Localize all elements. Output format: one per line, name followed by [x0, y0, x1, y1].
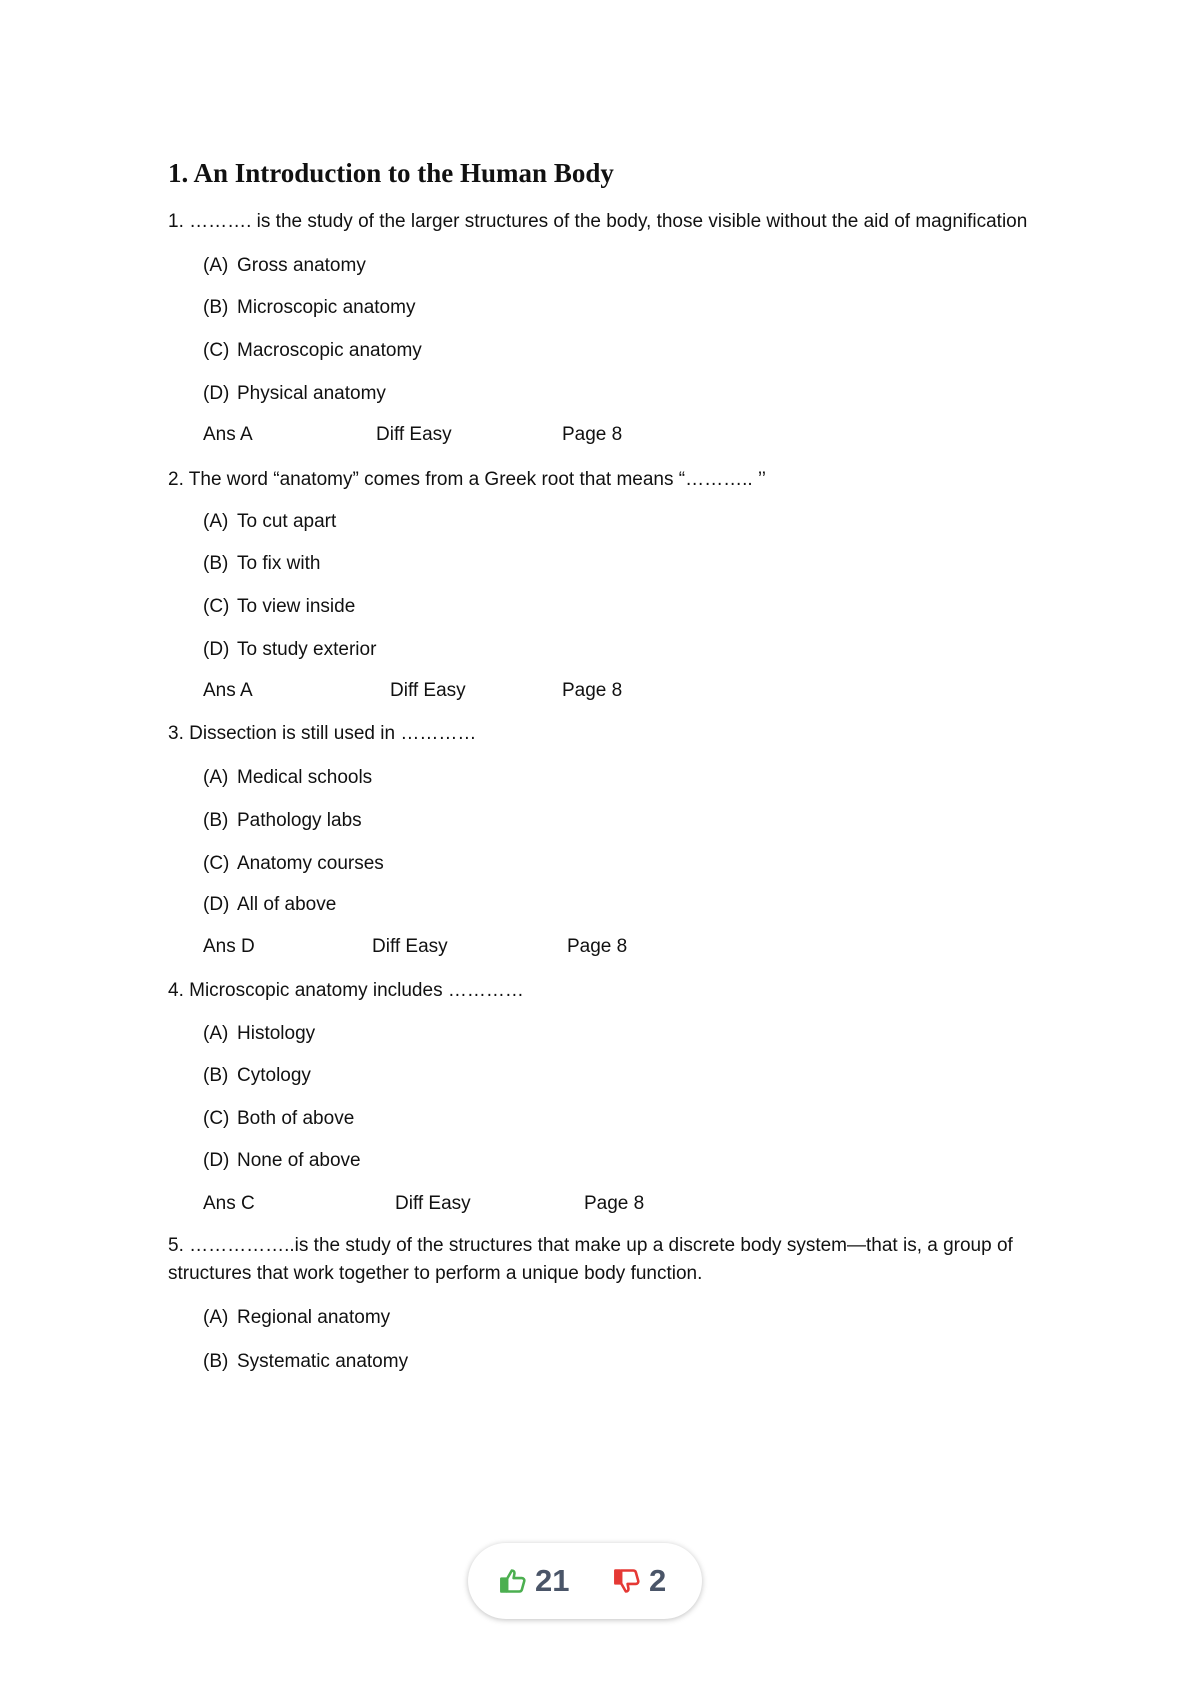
- question-4-page: Page 8: [584, 1193, 645, 1214]
- question-4-option-b: [203, 1064, 311, 1088]
- option-letter: (B): [203, 1351, 229, 1372]
- vote-widget: [468, 1543, 702, 1619]
- option-letter: (D): [203, 894, 230, 915]
- question-3-difficulty: Diff Easy: [372, 936, 448, 957]
- option-letter: (B): [203, 810, 229, 831]
- question-4-option-c: [203, 1107, 354, 1131]
- option-letter: (A): [203, 1307, 229, 1328]
- thumbs-down-icon: [613, 1567, 641, 1595]
- question-2-page: Page 8: [562, 680, 623, 701]
- question-4-difficulty: Diff Easy: [395, 1193, 471, 1214]
- option-letter: (B): [203, 297, 229, 318]
- option-text: To cut apart: [237, 511, 337, 532]
- upvote-count: 21: [535, 1563, 570, 1598]
- question-3-page: Page 8: [567, 936, 628, 957]
- question-1-option-c: [203, 339, 422, 363]
- question-3-option-a: [203, 766, 372, 790]
- question-2-option-c: [203, 595, 355, 619]
- option-text: Histology: [237, 1023, 316, 1044]
- question-5-text: 5. ……………..is the study of the structures that make up a discrete body system—that is, a group of structures that work together to perform a unique body function.: [168, 1235, 1013, 1284]
- option-letter: (D): [203, 639, 230, 660]
- question-5-option-a: [203, 1306, 390, 1330]
- option-text: None of above: [237, 1150, 361, 1171]
- option-letter: (B): [203, 553, 229, 574]
- option-text: Gross anatomy: [237, 255, 366, 276]
- downvote-button[interactable]: [613, 1561, 666, 1601]
- question-4-option-d: [203, 1149, 361, 1173]
- option-text: Microscopic anatomy: [237, 297, 416, 318]
- option-text: Anatomy courses: [237, 853, 384, 874]
- option-text: Both of above: [237, 1108, 355, 1129]
- question-4-answer: Ans C: [203, 1193, 255, 1214]
- option-letter: (C): [203, 596, 230, 617]
- option-letter: (A): [203, 511, 229, 532]
- question-1-option-b: [203, 296, 415, 320]
- question-2-option-b: [203, 552, 320, 576]
- option-text: To view inside: [237, 596, 356, 617]
- question-2-answer: Ans A: [203, 680, 253, 701]
- question-3-option-b: [203, 809, 362, 833]
- question-1-text: 1. ………. is the study of the larger structures of the body, those visible without the aid of magnification: [168, 211, 1028, 232]
- question-2-option-d: [203, 638, 376, 662]
- question-3-answer: Ans D: [203, 936, 255, 957]
- option-letter: (B): [203, 1065, 229, 1086]
- upvote-button[interactable]: [499, 1561, 569, 1601]
- option-text: To study exterior: [237, 639, 377, 660]
- option-letter: (C): [203, 1108, 230, 1129]
- question-1-answer: Ans A: [203, 424, 253, 445]
- question-2-difficulty: Diff Easy: [390, 680, 466, 701]
- option-text: Macroscopic anatomy: [237, 340, 422, 361]
- question-3-option-c: [203, 852, 384, 876]
- option-text: All of above: [237, 894, 337, 915]
- question-4-text: 4. Microscopic anatomy includes …………: [168, 980, 524, 1001]
- option-letter: (A): [203, 767, 229, 788]
- option-letter: (A): [203, 1023, 229, 1044]
- question-1-difficulty: Diff Easy: [376, 424, 452, 445]
- thumbs-up-icon: [499, 1567, 527, 1595]
- option-text: Physical anatomy: [237, 383, 386, 404]
- option-text: Pathology labs: [237, 810, 362, 831]
- option-text: Cytology: [237, 1065, 311, 1086]
- question-3-text: 3. Dissection is still used in …………: [168, 723, 477, 744]
- option-text: Systematic anatomy: [237, 1351, 409, 1372]
- question-1-option-d: [203, 382, 386, 406]
- option-letter: (C): [203, 853, 230, 874]
- question-1-option-a: [203, 254, 366, 278]
- question-2-text: 2. The word “anatomy” comes from a Greek root that means “……….. ’’: [168, 469, 767, 490]
- question-1-page: Page 8: [562, 424, 623, 445]
- option-text: Medical schools: [237, 767, 373, 788]
- option-text: Regional anatomy: [237, 1307, 391, 1328]
- option-text: To fix with: [237, 553, 321, 574]
- option-letter: (D): [203, 1150, 230, 1171]
- downvote-count: 2: [649, 1563, 667, 1598]
- chapter-title: 1. An Introduction to the Human Body: [168, 158, 614, 188]
- question-5-option-b: [203, 1350, 408, 1374]
- option-letter: (C): [203, 340, 230, 361]
- question-2-option-a: [203, 510, 336, 534]
- question-4-option-a: [203, 1022, 315, 1046]
- option-letter: (A): [203, 255, 229, 276]
- question-3-option-d: [203, 893, 336, 917]
- option-letter: (D): [203, 383, 230, 404]
